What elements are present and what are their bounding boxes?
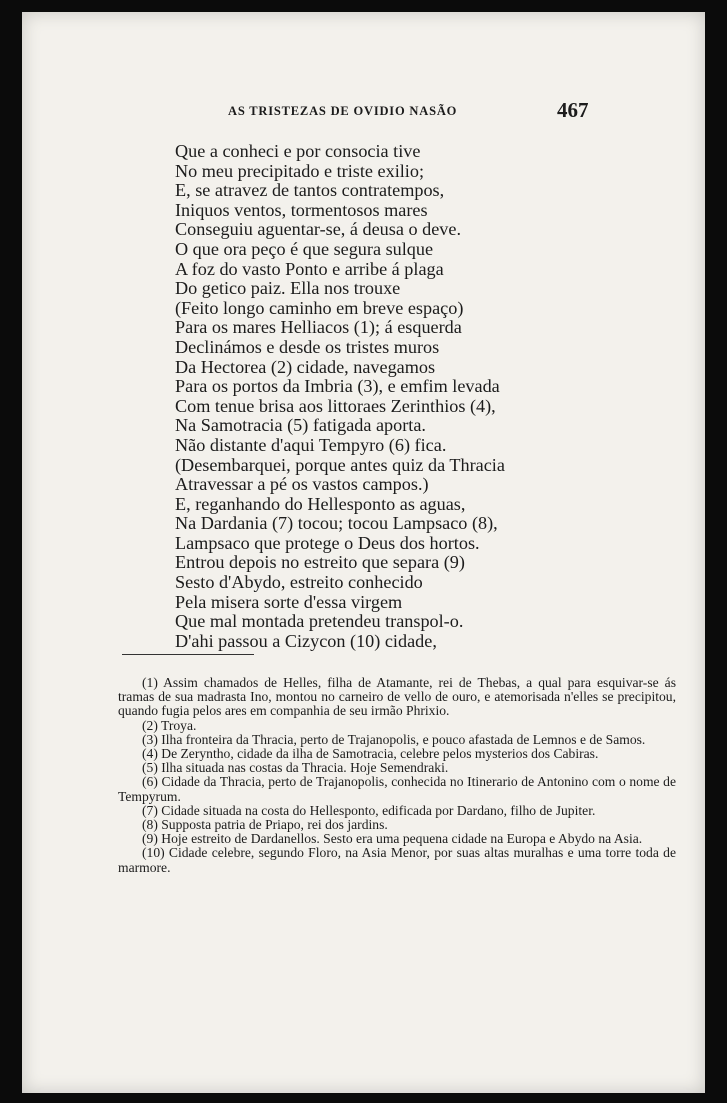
poem-line: O que ora peço é que segura sulque (175, 238, 434, 259)
poem-line: Entrou depois no estreito que separa (9) (175, 552, 465, 573)
poem-line: Na Dardania (7) tocou; tocou Lampsaco (8), (175, 513, 498, 534)
poem-line: Lampsaco que protege o Deus dos hortos. (175, 532, 480, 553)
poem-line: Declinámos e desde os tristes muros (175, 336, 440, 357)
poem-text (175, 142, 505, 651)
footnote: (1) Assim chamados de Helles, filha de Atamante, rei de Thebas, a qual para esquivar-se ás tramas de sua madrasta Ino, montou no carneiro de vello de ouro, e atemorisada n'elles se precipitou, quando fugia pelos ares em companhia de seu irmão Phrixio. (118, 675, 676, 719)
poem-line: (Desembarquei, porque antes quiz da Thracia (175, 454, 505, 475)
footnote-divider (122, 654, 254, 655)
footnote: (7) Cidade situada na costa do Hellesponto, edificada por Dardano, filho de Jupiter. (142, 802, 596, 818)
poem-line: Que a conheci e por consocia tive (175, 141, 421, 161)
footnote: (9) Hoje estreito de Dardanellos. Sesto era uma pequena cidade na Europa e Abydo na Asia. (142, 831, 643, 847)
page-number: 467 (557, 98, 589, 122)
poem-line: (Feito longo caminho em breve espaço) (175, 297, 464, 318)
poem-line: Da Hectorea (2) cidade, navegamos (175, 356, 436, 377)
poem-line: Para os mares Helliacos (1); á esquerda (175, 317, 462, 338)
poem-line: Na Samotracia (5) fatigada aporta. (175, 415, 426, 436)
footnote: (3) Ilha fronteira da Thracia, perto de Trajanopolis, e pouco afastada de Lemnos e de Samos. (142, 731, 646, 747)
book-page (22, 12, 705, 1093)
poem-line: Não distante d'aqui Tempyro (6) fica. (175, 434, 447, 455)
poem-line: E, reganhando do Hellesponto as aguas, (175, 493, 466, 514)
footnote: (4) De Zerynthо, cidade da ilha de Samotracia, celebre pelos mysterios dos Cabiras. (142, 746, 599, 762)
footnote: (8) Supposta patria de Priapo, rei dos jardins. (142, 817, 388, 833)
poem-line: Sesto d'Abydo, estreito conhecido (175, 572, 423, 593)
running-title: AS TRISTEZAS DE OVIDIO NASÃO (228, 104, 458, 118)
poem-line: Iniquos ventos, tormentosos mares (175, 199, 428, 220)
poem-line: D'ahi passou a Cizycon (10) cidade, (175, 630, 437, 651)
poem-line: A foz do vasto Ponto e arribe á plaga (175, 258, 444, 279)
page-header (22, 98, 705, 128)
poem-line: No meu precipitado e triste exilio; (175, 160, 424, 181)
footnote: (2) Troya. (142, 717, 197, 733)
poem-line: Para os portos da Imbria (3), e emfim levada (175, 376, 500, 397)
poem-line: Pela misera sorte d'essa virgem (175, 591, 403, 612)
footnote: (10) Cidade celebre, segundo Floro, na Asia Menor, por suas altas muralhas e uma torre toda de marmore. (118, 845, 676, 875)
footnotes (118, 676, 676, 875)
footnote: (5) Ilha situada nas costas da Thracia. Hoje Semendraki. (142, 760, 449, 776)
poem-line: Que mal montada pretendeu transpol-o. (175, 611, 464, 632)
poem-line: Atravessar a pé os vastos campos.) (175, 474, 429, 495)
poem-line: Conseguiu aguentar-se, á deusa o deve. (175, 219, 461, 240)
poem-line: Com tenue brisa aos littoraes Zerinthios (4), (175, 395, 496, 416)
poem-line: E, se atravez de tantos contratempos, (175, 180, 445, 201)
poem-line: Do getico paiz. Ella nos trouxe (175, 278, 401, 299)
footnote: (6) Cidade da Thracia, perto de Trajanopolis, conhecida no Itinerario de Antonino com o nome de Tempyrum. (118, 774, 676, 804)
